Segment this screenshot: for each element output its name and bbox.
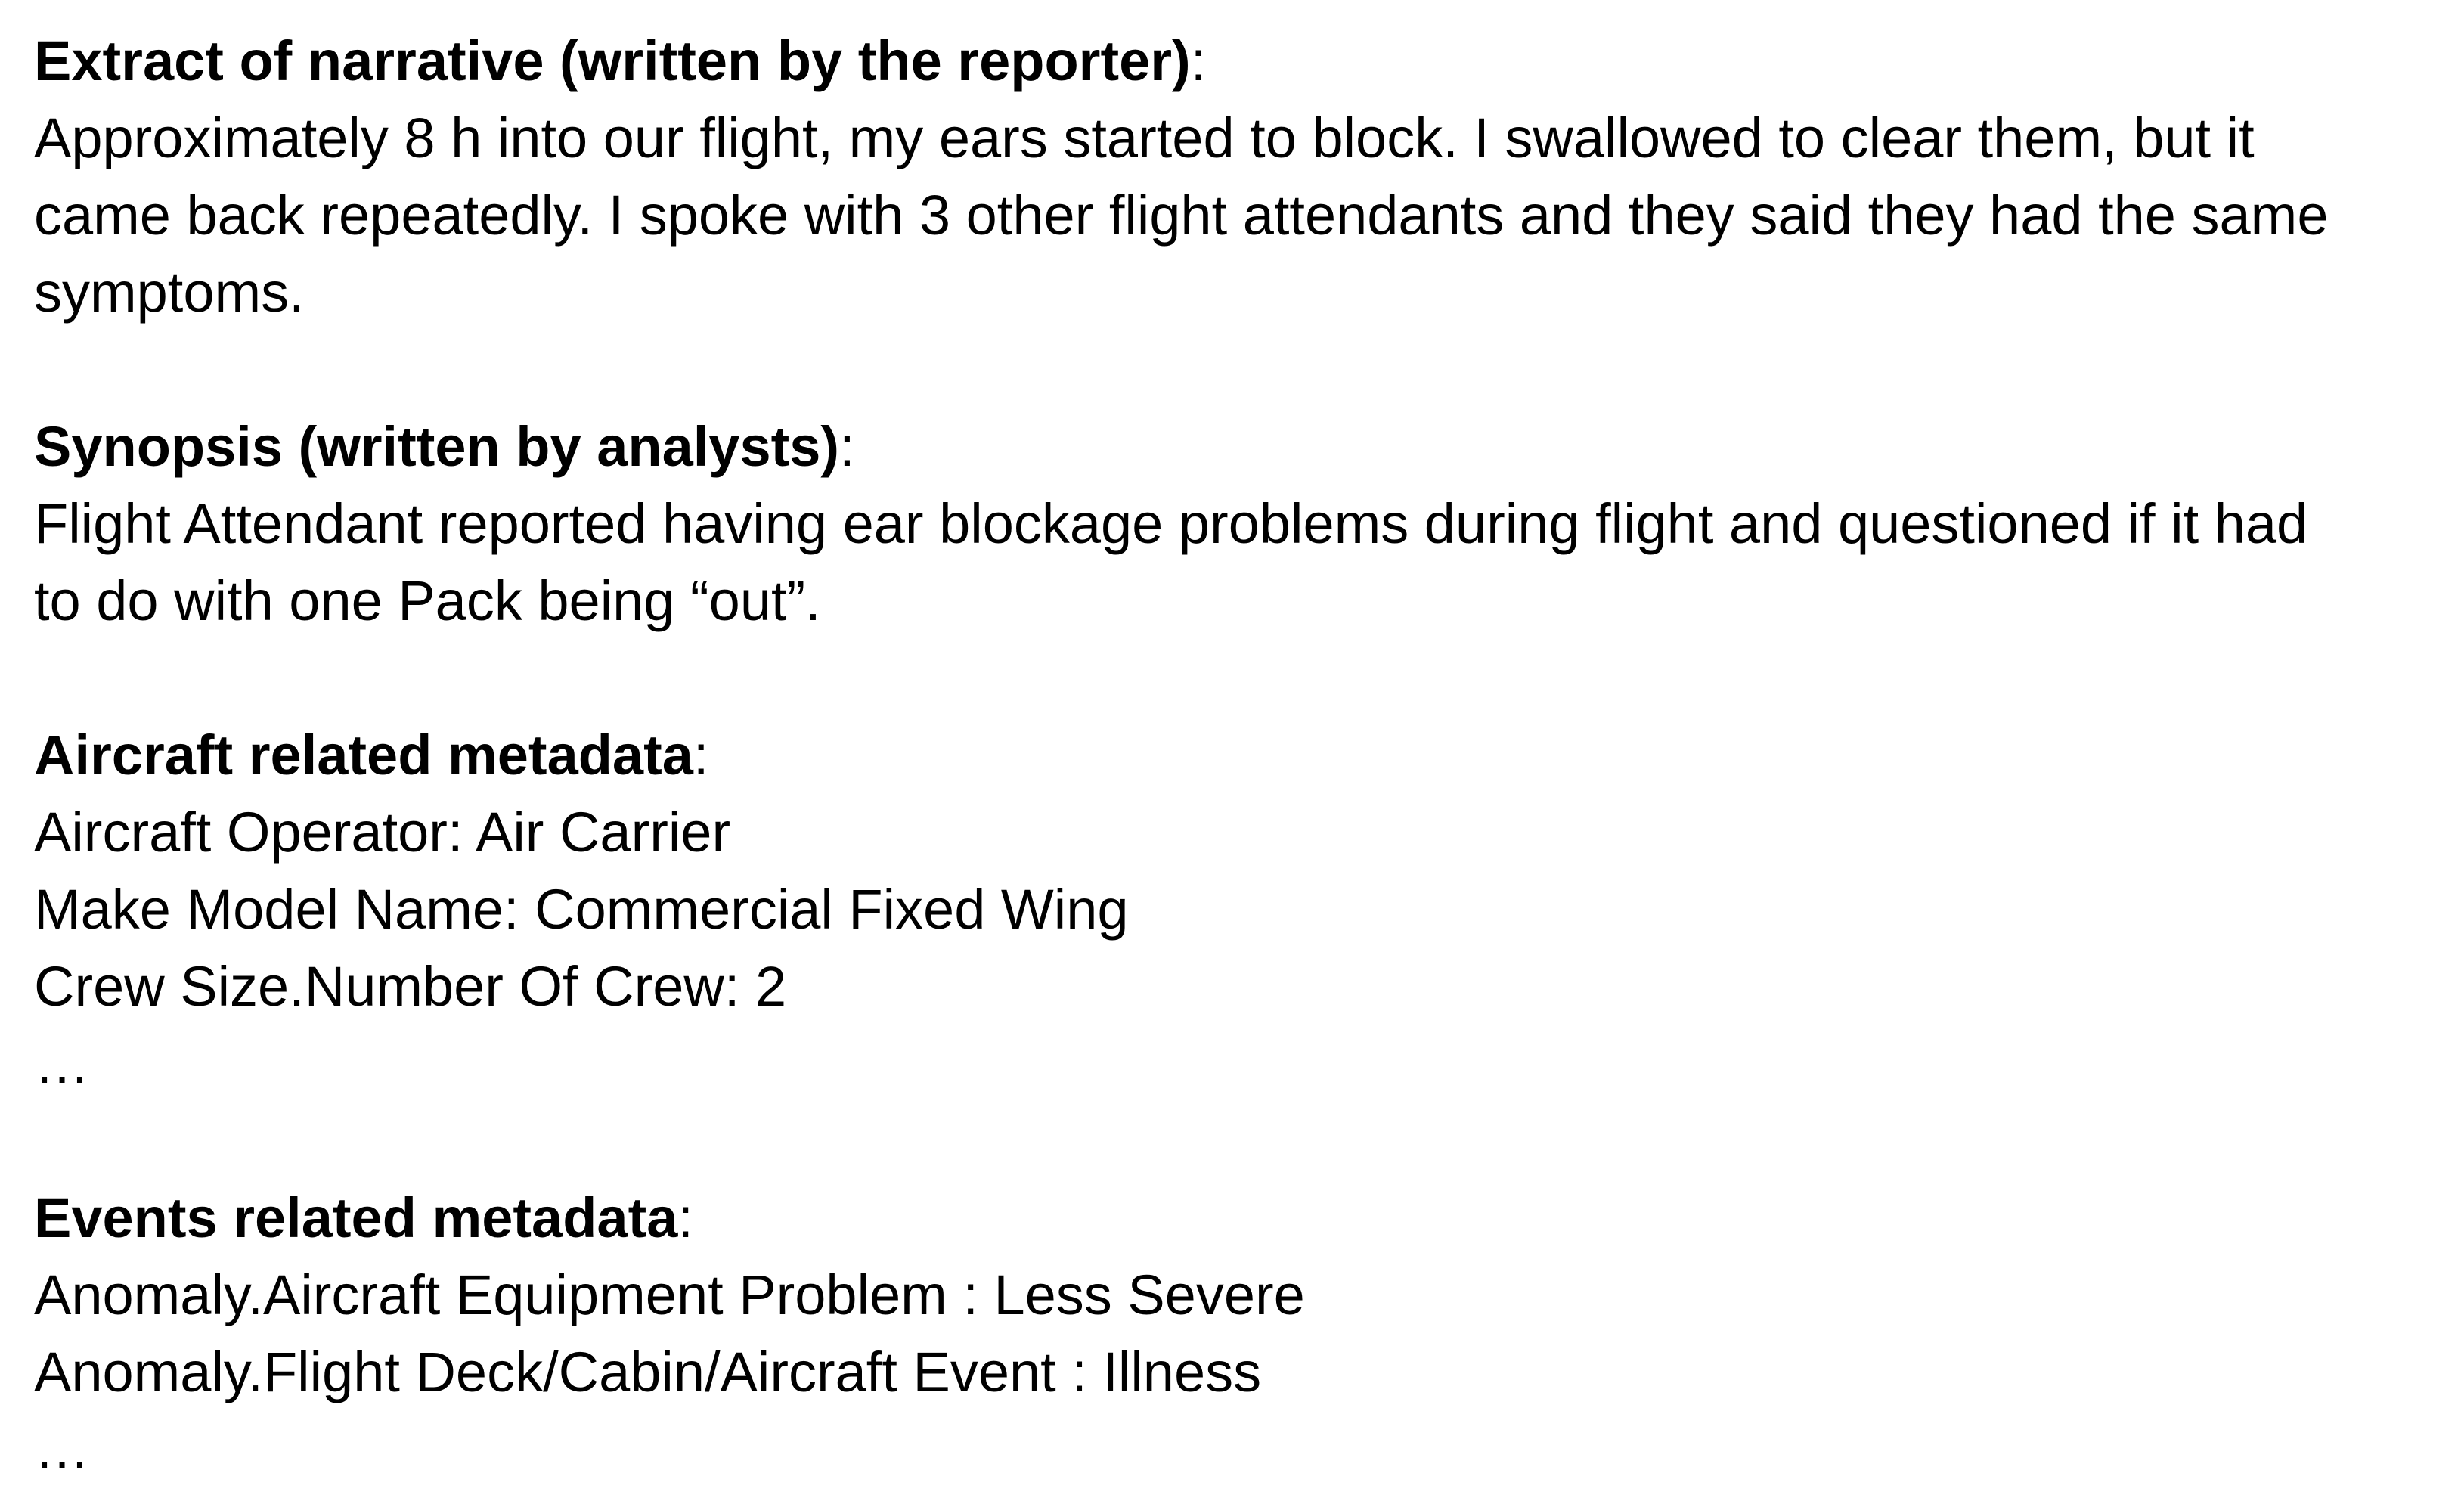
make-model-name-field: Make Model Name: Commercial Fixed Wing [34,878,1129,941]
narrative-heading-text: Extract of narrative (written by the reporter) [34,29,1191,92]
narrative-line: came back repeatedly. I spoke with 3 other flight attendants and they said they had the same [34,184,2329,247]
narrative-line: symptoms. [34,261,305,324]
narrative-heading [34,23,2438,100]
crew-size-field: Crew Size.Number Of Crew: 2 [34,955,787,1018]
aircraft-metadata-heading-colon: : [693,724,709,786]
document [34,23,2438,1488]
synopsis-section [34,408,2438,640]
aircraft-metadata-ellipsis: … [34,1032,90,1095]
synopsis-text [34,485,2438,640]
events-metadata-heading-text: Events related metadata [34,1186,678,1249]
synopsis-heading-text: Synopsis (written by analysts) [34,415,840,478]
synopsis-heading-colon: : [839,415,855,478]
narrative-heading-colon: : [1190,29,1207,92]
aircraft-operator-field: Aircraft Operator: Air Carrier [34,801,731,864]
events-metadata-ellipsis: … [34,1418,90,1481]
aircraft-metadata-heading [34,717,2438,794]
aircraft-metadata-heading-text: Aircraft related metadata [34,724,693,786]
narrative-line: Approximately 8 h into our flight, my ears started to block. I swallowed to clear them, but it [34,107,2255,169]
events-metadata-list [34,1257,2438,1488]
synopsis-line: to do with one Pack being “out”. [34,569,821,632]
events-metadata-heading [34,1180,2438,1257]
aircraft-metadata-list [34,794,2438,1102]
anomaly-cabin-event-field: Anomaly.Flight Deck/Cabin/Aircraft Event : Illness [34,1341,1262,1403]
anomaly-equipment-problem-field: Anomaly.Aircraft Equipment Problem : Less Severe [34,1264,1305,1326]
synopsis-heading [34,408,2438,485]
aircraft-metadata-section [34,717,2438,1102]
events-metadata-heading-colon: : [677,1186,693,1249]
synopsis-line: Flight Attendant reported having ear blockage problems during flight and questioned if it had [34,492,2308,555]
narrative-section [34,23,2438,331]
events-metadata-section [34,1180,2438,1488]
narrative-text [34,100,2438,331]
